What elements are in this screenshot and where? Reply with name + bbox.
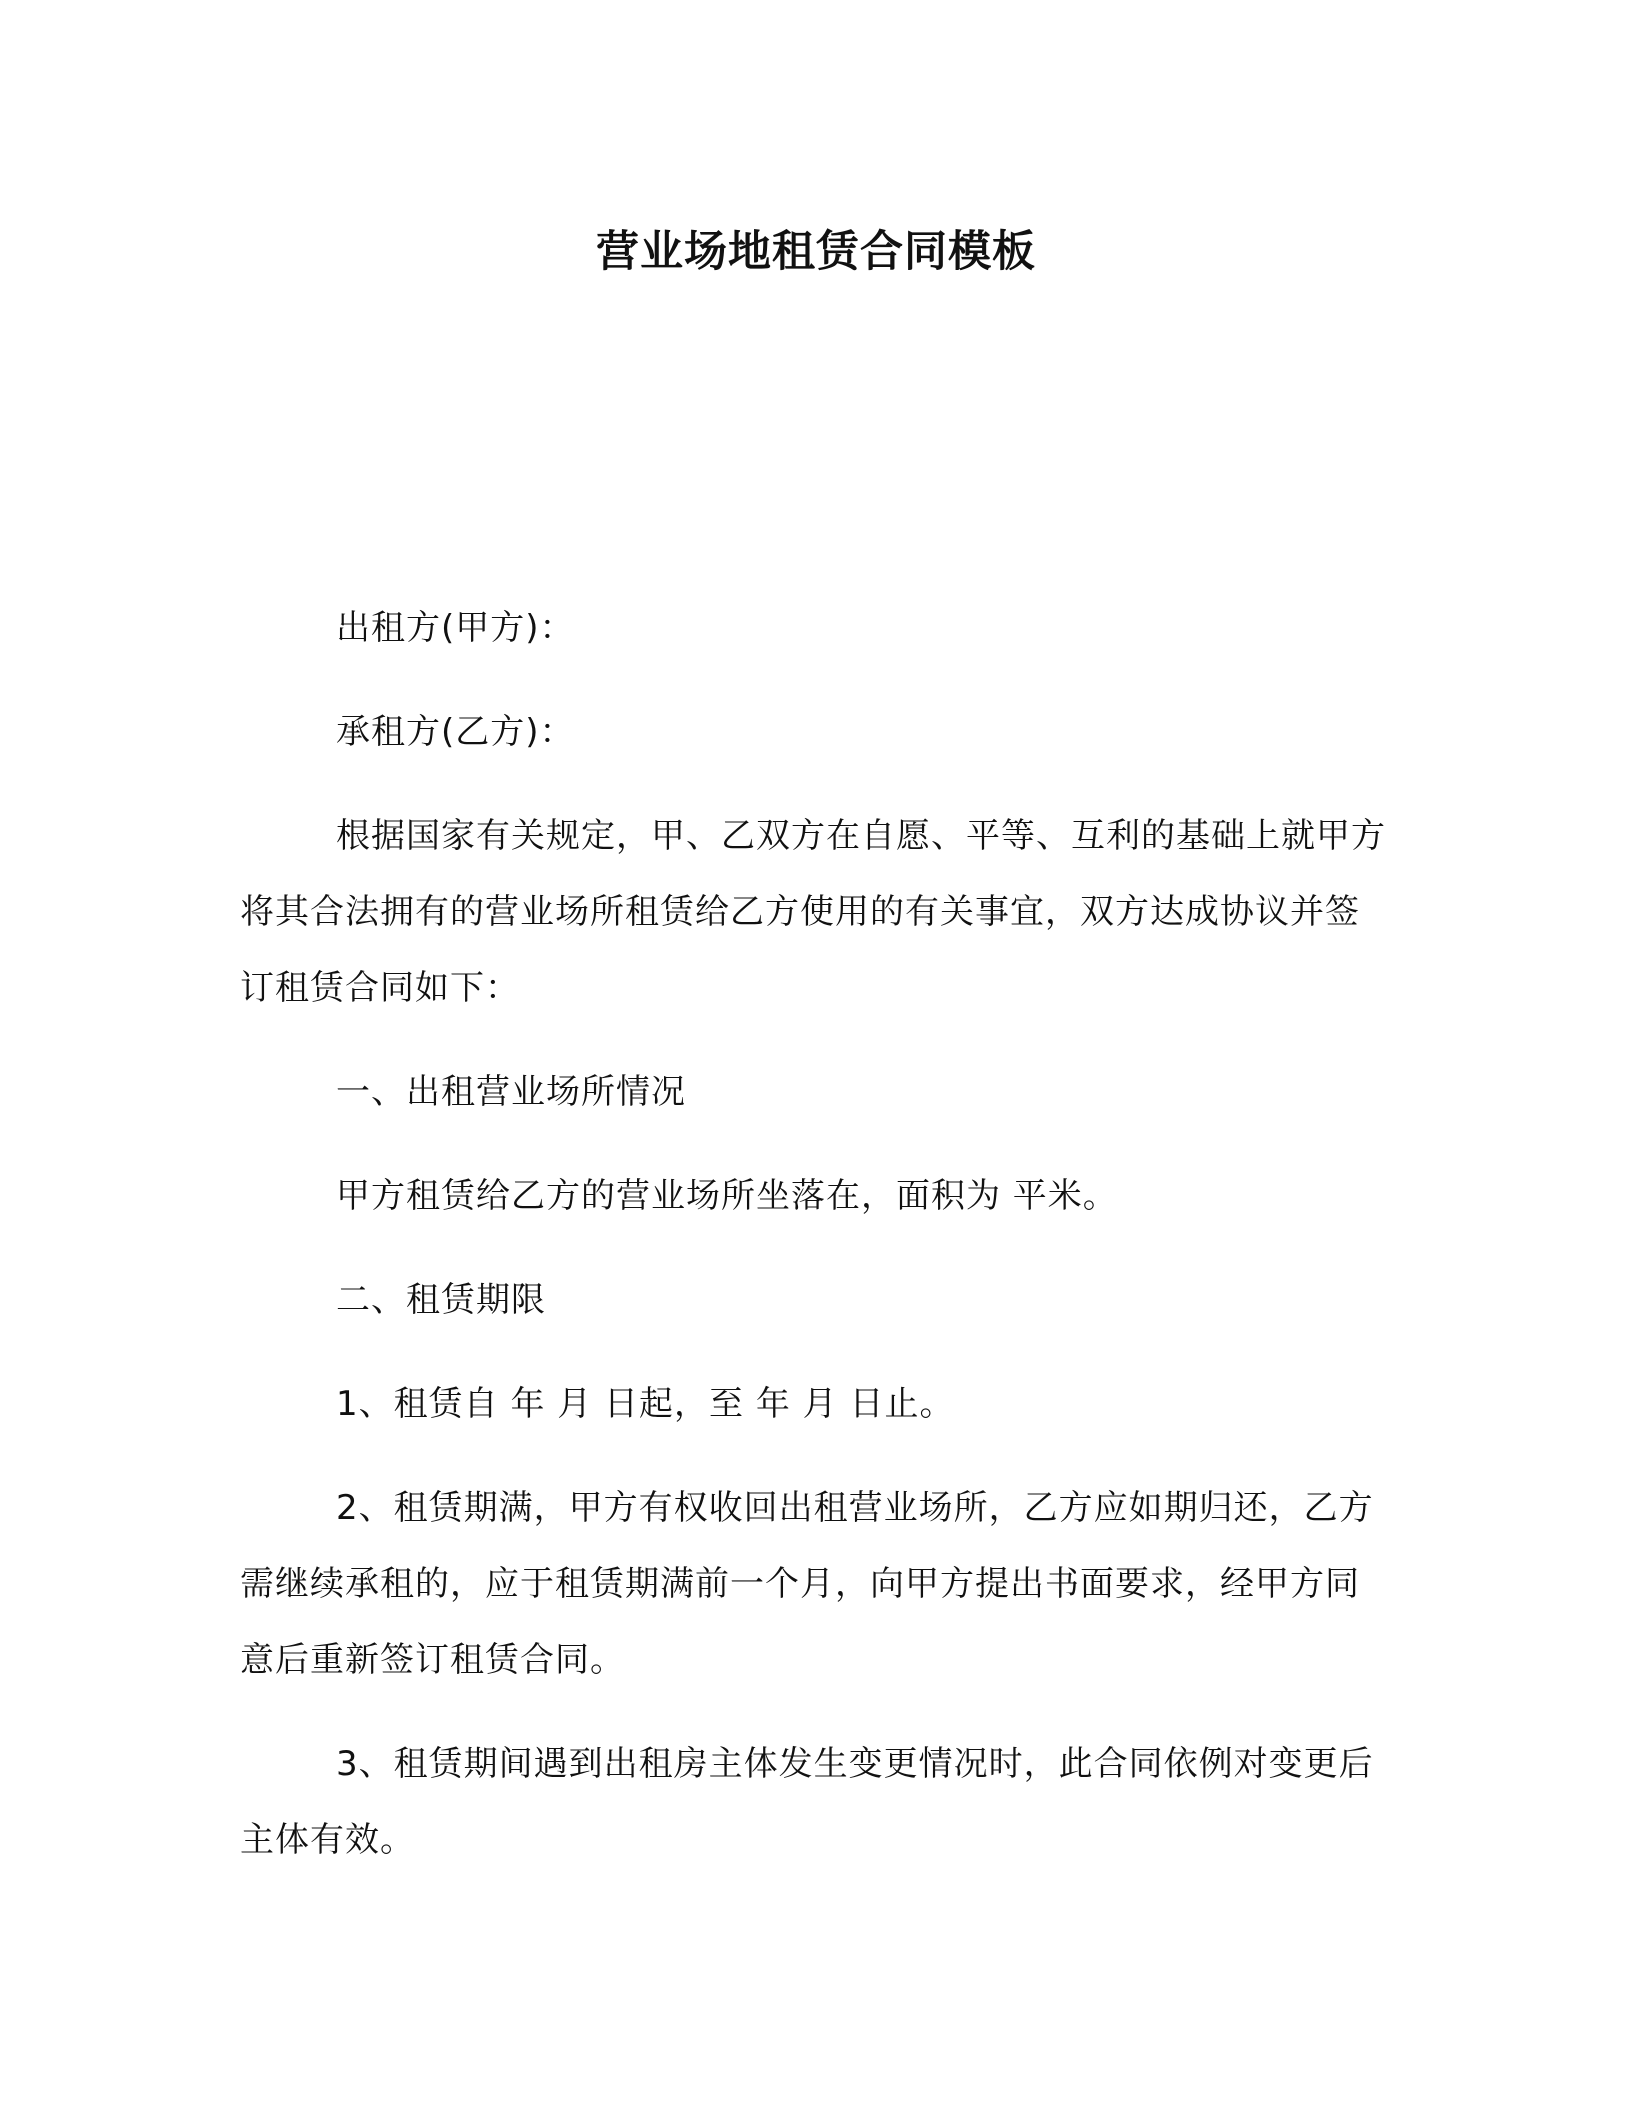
lessee-line: 承租方(乙方)： [336, 712, 575, 752]
term-clause-2: 2、租赁期满，甲方有权收回出租营业场所，乙方应如期归还，乙方需继续承租的，应于租赁期满前一个月，向甲方提出书面要求，经甲方同意后重新签订租赁合同。 [240, 1488, 1374, 1680]
premises-location-paragraph: 甲方租赁给乙方的营业场所坐落在，面积为 平米。 [336, 1176, 1118, 1216]
document-title: 营业场地租赁合同模板 [596, 227, 1036, 277]
lessor-line: 出租方(甲方)： [336, 608, 575, 648]
term-clause-3: 3、租赁期间遇到出租房主体发生变更情况时，此合同依例对变更后主体有效。 [240, 1744, 1374, 1860]
section-heading-premises: 一、出租营业场所情况 [336, 1072, 686, 1112]
section-heading-term: 二、租赁期限 [336, 1280, 546, 1320]
document-body [240, 590, 1390, 1906]
preamble-paragraph: 根据国家有关规定，甲、乙双方在自愿、平等、互利的基础上就甲方将其合法拥有的营业场所租赁给乙方使用的有关事宜，双方达成协议并签订租赁合同如下： [240, 816, 1386, 1008]
term-clause-1: 1、租赁自 年 月 日起，至 年 月 日止。 [336, 1384, 955, 1424]
